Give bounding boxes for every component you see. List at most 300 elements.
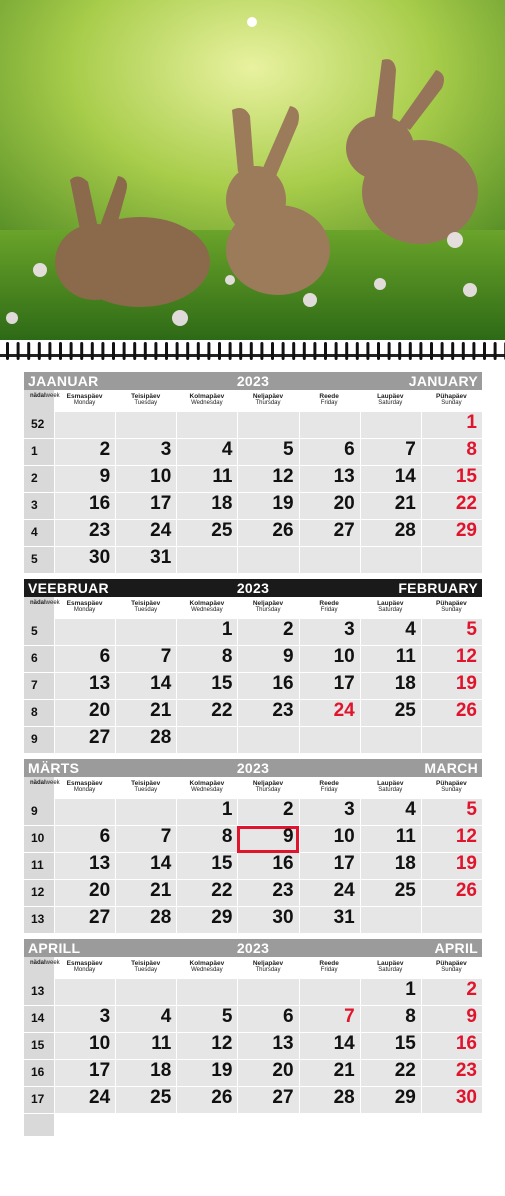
day-cell[interactable] bbox=[237, 853, 298, 880]
day-number: 24 bbox=[333, 700, 355, 721]
day-number: 8 bbox=[466, 439, 477, 460]
week-number: 10 bbox=[31, 831, 45, 845]
weekday-header bbox=[176, 597, 237, 619]
weekday-en: Sunday bbox=[441, 787, 462, 793]
week-number: 9 bbox=[31, 804, 38, 818]
week-number: 2 bbox=[31, 471, 38, 485]
day-number: 6 bbox=[99, 646, 111, 667]
month-year: 2023 bbox=[236, 760, 270, 776]
day-cell[interactable] bbox=[115, 1087, 176, 1114]
weekday-header bbox=[115, 777, 176, 799]
day-cell[interactable] bbox=[115, 727, 176, 754]
empty-day-cell bbox=[115, 979, 176, 1006]
day-number: 23 bbox=[272, 700, 294, 721]
day-cell[interactable] bbox=[115, 907, 176, 934]
weekday-et: Kolmapäev bbox=[189, 393, 225, 400]
day-cell[interactable] bbox=[299, 619, 360, 646]
day-number: 2 bbox=[282, 619, 294, 640]
weekday-en: Sunday bbox=[441, 967, 462, 973]
day-cell[interactable] bbox=[115, 853, 176, 880]
weekday-header bbox=[360, 597, 421, 619]
weekday-et: Kolmapäev bbox=[189, 960, 225, 967]
day-cell[interactable] bbox=[54, 907, 115, 934]
day-cell[interactable] bbox=[421, 799, 482, 826]
weekday-header bbox=[360, 957, 421, 979]
day-cell[interactable] bbox=[54, 547, 115, 574]
day-number: 12 bbox=[211, 1033, 233, 1054]
day-number: 18 bbox=[394, 673, 416, 694]
day-cell[interactable] bbox=[360, 880, 421, 907]
day-cell[interactable] bbox=[54, 493, 115, 520]
empty-day-cell bbox=[237, 412, 298, 439]
day-cell[interactable] bbox=[299, 439, 360, 466]
month-name: VEEBRUAR bbox=[28, 580, 109, 596]
week-label bbox=[24, 390, 60, 412]
week-number-cell bbox=[24, 520, 54, 547]
day-number: 26 bbox=[272, 520, 294, 541]
empty-day-cell bbox=[360, 412, 421, 439]
day-number: 18 bbox=[394, 853, 416, 874]
day-number: 28 bbox=[150, 907, 172, 928]
day-cell[interactable] bbox=[54, 853, 115, 880]
day-number: 8 bbox=[221, 646, 233, 667]
day-cell[interactable] bbox=[360, 799, 421, 826]
weekday-et: Pühapäev bbox=[436, 960, 467, 967]
day-cell[interactable] bbox=[421, 1060, 482, 1087]
weekday-et: Reede bbox=[319, 393, 339, 400]
day-cell[interactable] bbox=[360, 439, 421, 466]
day-cell[interactable] bbox=[299, 799, 360, 826]
day-number: 30 bbox=[272, 907, 294, 928]
week-number-cell bbox=[24, 826, 54, 853]
day-number: 26 bbox=[455, 880, 477, 901]
day-cell[interactable] bbox=[237, 1060, 298, 1087]
binding-spiral bbox=[0, 340, 505, 364]
weekday-header bbox=[115, 390, 176, 412]
weekday-en: Tuesday bbox=[134, 400, 158, 406]
day-number: 12 bbox=[455, 646, 477, 667]
month-grid bbox=[24, 799, 482, 934]
day-cell[interactable] bbox=[176, 439, 237, 466]
weekday-header bbox=[115, 597, 176, 619]
day-number: 22 bbox=[211, 880, 233, 901]
day-number: 15 bbox=[211, 853, 233, 874]
day-cell[interactable] bbox=[237, 439, 298, 466]
day-cell[interactable] bbox=[176, 853, 237, 880]
day-cell[interactable] bbox=[299, 493, 360, 520]
day-cell[interactable] bbox=[299, 880, 360, 907]
week-number-cell bbox=[24, 880, 54, 907]
empty-day-cell bbox=[115, 799, 176, 826]
day-number: 22 bbox=[455, 493, 477, 514]
day-number: 16 bbox=[272, 853, 294, 874]
day-number: 17 bbox=[333, 673, 355, 694]
day-cell[interactable] bbox=[54, 646, 115, 673]
empty-day-cell bbox=[176, 412, 237, 439]
day-cell[interactable] bbox=[421, 493, 482, 520]
day-cell[interactable] bbox=[115, 700, 176, 727]
day-cell[interactable] bbox=[299, 700, 360, 727]
day-number: 31 bbox=[150, 547, 172, 568]
weekday-en: Friday bbox=[320, 967, 338, 973]
day-number: 11 bbox=[212, 466, 233, 487]
weekday-en: Wednesday bbox=[191, 787, 223, 793]
day-cell[interactable] bbox=[115, 646, 176, 673]
week-number: 4 bbox=[31, 525, 38, 539]
day-cell[interactable] bbox=[115, 1033, 176, 1060]
week-label bbox=[24, 777, 60, 799]
day-number: 10 bbox=[333, 646, 355, 667]
day-cell[interactable] bbox=[54, 1033, 115, 1060]
day-cell[interactable] bbox=[360, 700, 421, 727]
day-cell[interactable] bbox=[176, 673, 237, 700]
week-number-cell bbox=[24, 673, 54, 700]
day-cell[interactable] bbox=[176, 907, 237, 934]
day-number: 5 bbox=[282, 439, 294, 460]
month-header bbox=[24, 372, 482, 390]
day-cell[interactable] bbox=[54, 520, 115, 547]
day-cell[interactable] bbox=[299, 1087, 360, 1114]
day-number: 22 bbox=[394, 1060, 416, 1081]
day-cell[interactable] bbox=[115, 520, 176, 547]
day-cell[interactable] bbox=[360, 1060, 421, 1087]
day-cell[interactable] bbox=[115, 880, 176, 907]
day-cell[interactable] bbox=[299, 1033, 360, 1060]
day-number: 9 bbox=[282, 826, 294, 847]
day-cell[interactable] bbox=[421, 853, 482, 880]
week-number-cell bbox=[24, 799, 54, 826]
day-cell[interactable] bbox=[237, 826, 298, 853]
day-cell[interactable] bbox=[360, 646, 421, 673]
weekday-en: Saturday bbox=[378, 607, 403, 613]
weekday-en: Tuesday bbox=[134, 607, 158, 613]
empty-day-cell bbox=[237, 727, 298, 754]
day-cell[interactable] bbox=[54, 1006, 115, 1033]
weekday-et: Laupäev bbox=[377, 600, 404, 607]
day-cell[interactable] bbox=[421, 646, 482, 673]
weekday-en: Wednesday bbox=[191, 607, 223, 613]
day-number: 14 bbox=[150, 673, 172, 694]
day-cell[interactable] bbox=[299, 520, 360, 547]
weekday-header bbox=[54, 597, 115, 619]
day-number: 9 bbox=[282, 646, 294, 667]
day-number: 23 bbox=[272, 880, 294, 901]
day-number: 21 bbox=[150, 700, 172, 721]
day-number: 15 bbox=[455, 466, 477, 487]
day-cell[interactable] bbox=[115, 466, 176, 493]
day-number: 21 bbox=[333, 1060, 355, 1081]
day-cell[interactable] bbox=[115, 493, 176, 520]
day-cell[interactable] bbox=[360, 979, 421, 1006]
weekday-header bbox=[299, 597, 360, 619]
empty-day-cell bbox=[54, 412, 115, 439]
empty-day-cell bbox=[360, 727, 421, 754]
day-cell[interactable] bbox=[360, 1006, 421, 1033]
day-number: 9 bbox=[99, 466, 111, 487]
day-cell[interactable] bbox=[237, 700, 298, 727]
week-number: 16 bbox=[31, 1065, 45, 1079]
weekday-et: Esmaspäev bbox=[66, 960, 103, 967]
day-cell[interactable] bbox=[299, 673, 360, 700]
month-grid bbox=[24, 979, 482, 1114]
day-number: 12 bbox=[455, 826, 477, 847]
empty-day-cell bbox=[299, 547, 360, 574]
day-cell[interactable] bbox=[237, 493, 298, 520]
week-number-cell bbox=[24, 547, 54, 574]
day-number: 7 bbox=[405, 439, 416, 460]
day-cell[interactable] bbox=[176, 700, 237, 727]
day-cell[interactable] bbox=[54, 700, 115, 727]
day-number: 9 bbox=[466, 1006, 477, 1027]
day-cell[interactable] bbox=[421, 619, 482, 646]
day-number: 24 bbox=[89, 1087, 111, 1108]
weekday-et: Esmaspäev bbox=[66, 600, 103, 607]
day-number: 13 bbox=[272, 1033, 294, 1054]
day-cell[interactable] bbox=[115, 1060, 176, 1087]
weekday-et: Pühapäev bbox=[436, 393, 467, 400]
day-cell[interactable] bbox=[421, 1033, 482, 1060]
day-number: 20 bbox=[333, 493, 355, 514]
day-number: 23 bbox=[89, 520, 111, 541]
weekday-header bbox=[54, 777, 115, 799]
day-number: 16 bbox=[89, 493, 111, 514]
week-number: 5 bbox=[31, 552, 38, 566]
weekday-en: Friday bbox=[320, 607, 338, 613]
empty-day-cell bbox=[421, 547, 482, 574]
weekday-et: Neljapäev bbox=[252, 960, 284, 967]
day-cell[interactable] bbox=[115, 673, 176, 700]
week-number: 12 bbox=[31, 885, 45, 899]
day-cell[interactable] bbox=[115, 547, 176, 574]
day-cell[interactable] bbox=[299, 853, 360, 880]
day-number: 25 bbox=[394, 700, 416, 721]
day-number: 1 bbox=[221, 799, 233, 820]
day-cell[interactable] bbox=[54, 673, 115, 700]
day-number: 19 bbox=[211, 1060, 233, 1081]
week-number-cell bbox=[24, 493, 54, 520]
weekday-header-row bbox=[24, 390, 482, 412]
day-number: 13 bbox=[333, 466, 355, 487]
day-cell[interactable] bbox=[360, 493, 421, 520]
empty-day-cell bbox=[54, 619, 115, 646]
day-cell[interactable] bbox=[421, 1006, 482, 1033]
weekday-et: Neljapäev bbox=[252, 393, 284, 400]
day-cell[interactable] bbox=[299, 466, 360, 493]
week-number-cell bbox=[24, 619, 54, 646]
day-number: 4 bbox=[405, 799, 416, 820]
day-cell[interactable] bbox=[176, 466, 237, 493]
week-number-cell bbox=[24, 1060, 54, 1087]
day-number: 8 bbox=[221, 826, 233, 847]
day-cell[interactable] bbox=[421, 520, 482, 547]
weekday-et: Teisipäev bbox=[131, 780, 161, 787]
day-number: 23 bbox=[455, 1060, 477, 1081]
day-cell[interactable] bbox=[237, 619, 298, 646]
day-cell[interactable] bbox=[176, 799, 237, 826]
day-cell[interactable] bbox=[54, 880, 115, 907]
weekday-header-row bbox=[24, 597, 482, 619]
day-number: 7 bbox=[160, 826, 172, 847]
day-cell[interactable] bbox=[237, 466, 298, 493]
day-cell[interactable] bbox=[237, 673, 298, 700]
day-number: 5 bbox=[466, 799, 477, 820]
week-label-et: nädal bbox=[30, 960, 46, 966]
week-label-et: nädal bbox=[30, 600, 46, 606]
empty-day-cell bbox=[237, 979, 298, 1006]
day-number: 6 bbox=[344, 439, 355, 460]
empty-day-cell bbox=[299, 979, 360, 1006]
day-cell[interactable] bbox=[360, 1033, 421, 1060]
day-cell[interactable] bbox=[54, 439, 115, 466]
day-cell[interactable] bbox=[237, 1033, 298, 1060]
day-cell[interactable] bbox=[421, 826, 482, 853]
day-cell[interactable] bbox=[237, 520, 298, 547]
weekday-et: Pühapäev bbox=[436, 600, 467, 607]
day-cell[interactable] bbox=[54, 1060, 115, 1087]
day-number: 18 bbox=[150, 1060, 172, 1081]
day-number: 12 bbox=[272, 466, 294, 487]
day-number: 24 bbox=[333, 880, 355, 901]
day-cell[interactable] bbox=[421, 979, 482, 1006]
day-number: 4 bbox=[160, 1006, 172, 1027]
weekday-en: Saturday bbox=[378, 787, 403, 793]
day-cell[interactable] bbox=[421, 1087, 482, 1114]
day-cell[interactable] bbox=[54, 826, 115, 853]
day-number: 6 bbox=[282, 1006, 294, 1027]
day-cell[interactable] bbox=[360, 826, 421, 853]
day-number: 14 bbox=[394, 466, 416, 487]
day-number: 7 bbox=[160, 646, 172, 667]
day-cell[interactable] bbox=[237, 646, 298, 673]
day-cell[interactable] bbox=[176, 646, 237, 673]
day-number: 26 bbox=[211, 1087, 233, 1108]
week-number: 14 bbox=[31, 1011, 45, 1025]
day-cell[interactable] bbox=[237, 799, 298, 826]
day-number: 15 bbox=[394, 1033, 416, 1054]
weekday-header bbox=[237, 390, 298, 412]
day-cell[interactable] bbox=[237, 907, 298, 934]
day-cell[interactable] bbox=[115, 826, 176, 853]
day-number: 19 bbox=[455, 853, 477, 874]
weekday-et: Reede bbox=[319, 600, 339, 607]
day-number: 16 bbox=[455, 1033, 477, 1054]
weekday-en: Sunday bbox=[441, 607, 462, 613]
day-cell[interactable] bbox=[360, 673, 421, 700]
day-cell[interactable] bbox=[176, 1087, 237, 1114]
day-number: 29 bbox=[394, 1087, 416, 1108]
empty-day-cell bbox=[299, 412, 360, 439]
empty-day-cell bbox=[237, 547, 298, 574]
day-cell[interactable] bbox=[115, 1006, 176, 1033]
day-cell[interactable] bbox=[54, 727, 115, 754]
week-column-tail bbox=[24, 1114, 54, 1136]
rabbits-photo bbox=[0, 0, 505, 340]
month-name: APRILL bbox=[28, 940, 81, 956]
day-cell[interactable] bbox=[176, 1033, 237, 1060]
day-cell[interactable] bbox=[360, 1087, 421, 1114]
day-cell[interactable] bbox=[360, 520, 421, 547]
day-number: 1 bbox=[221, 619, 233, 640]
weekday-en: Thursday bbox=[255, 967, 281, 973]
day-cell[interactable] bbox=[176, 1060, 237, 1087]
day-cell[interactable] bbox=[299, 1006, 360, 1033]
day-cell[interactable] bbox=[176, 1006, 237, 1033]
weekday-et: Kolmapäev bbox=[189, 780, 225, 787]
week-number-cell bbox=[24, 412, 54, 439]
day-cell[interactable] bbox=[115, 439, 176, 466]
day-cell[interactable] bbox=[421, 439, 482, 466]
week-number-cell bbox=[24, 646, 54, 673]
day-number: 30 bbox=[455, 1087, 477, 1108]
day-cell[interactable] bbox=[421, 700, 482, 727]
day-cell[interactable] bbox=[299, 1060, 360, 1087]
weekday-en: Thursday bbox=[255, 787, 281, 793]
day-cell[interactable] bbox=[54, 1087, 115, 1114]
day-cell[interactable] bbox=[176, 826, 237, 853]
day-cell[interactable] bbox=[360, 466, 421, 493]
day-cell[interactable] bbox=[360, 619, 421, 646]
weekday-header-row bbox=[24, 957, 482, 979]
month-year: 2023 bbox=[236, 940, 270, 956]
weekday-header bbox=[237, 777, 298, 799]
week-number: 6 bbox=[31, 651, 38, 665]
month-name-en: MARCH bbox=[424, 760, 478, 776]
day-cell[interactable] bbox=[421, 673, 482, 700]
day-number: 10 bbox=[150, 466, 172, 487]
day-number: 29 bbox=[455, 520, 477, 541]
weekday-en: Friday bbox=[320, 787, 338, 793]
day-number: 2 bbox=[466, 979, 477, 1000]
day-number: 6 bbox=[99, 826, 111, 847]
weekday-header bbox=[360, 390, 421, 412]
day-number: 27 bbox=[89, 907, 111, 928]
weekday-en: Monday bbox=[73, 787, 96, 793]
day-cell[interactable] bbox=[237, 1087, 298, 1114]
week-number: 1 bbox=[31, 444, 38, 458]
week-number-cell bbox=[24, 727, 54, 754]
day-cell[interactable] bbox=[176, 493, 237, 520]
week-number-cell bbox=[24, 1006, 54, 1033]
day-number: 4 bbox=[221, 439, 233, 460]
day-number: 21 bbox=[150, 880, 172, 901]
day-cell[interactable] bbox=[299, 826, 360, 853]
day-number: 2 bbox=[99, 439, 111, 460]
day-cell[interactable] bbox=[176, 520, 237, 547]
week-number: 13 bbox=[31, 912, 45, 926]
day-cell[interactable] bbox=[421, 880, 482, 907]
day-number: 29 bbox=[211, 907, 233, 928]
day-cell[interactable] bbox=[360, 853, 421, 880]
weekday-et: Laupäev bbox=[377, 780, 404, 787]
day-cell[interactable] bbox=[421, 466, 482, 493]
weekday-et: Teisipäev bbox=[131, 393, 161, 400]
day-cell[interactable] bbox=[299, 646, 360, 673]
weekday-et: Esmaspäev bbox=[66, 780, 103, 787]
week-number-cell bbox=[24, 907, 54, 934]
day-cell[interactable] bbox=[299, 907, 360, 934]
day-number: 31 bbox=[333, 907, 355, 928]
day-cell[interactable] bbox=[237, 1006, 298, 1033]
day-cell[interactable] bbox=[421, 412, 482, 439]
day-cell[interactable] bbox=[54, 466, 115, 493]
week-number: 8 bbox=[31, 705, 38, 719]
month-block bbox=[24, 939, 482, 1136]
day-cell[interactable] bbox=[176, 880, 237, 907]
month-header bbox=[24, 579, 482, 597]
day-cell[interactable] bbox=[237, 880, 298, 907]
weekday-header bbox=[360, 777, 421, 799]
day-cell[interactable] bbox=[176, 619, 237, 646]
